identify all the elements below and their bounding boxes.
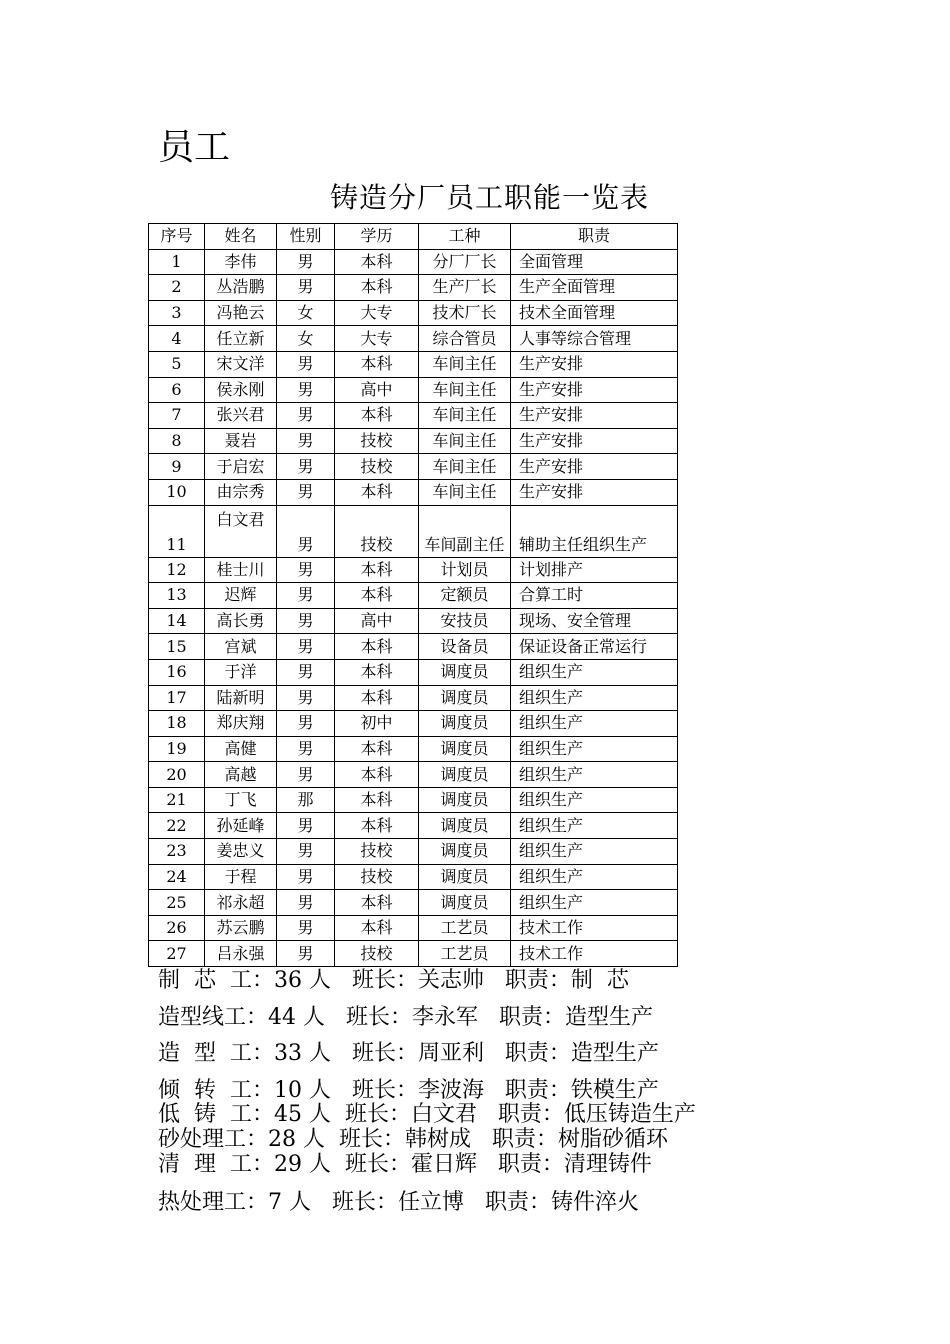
cell-job-type: 计划员 xyxy=(419,557,511,583)
table-row xyxy=(149,377,678,403)
cell-name: 桂士川 xyxy=(205,557,277,583)
cell-gender: 男 xyxy=(277,813,335,839)
cell-job-type: 车间主任 xyxy=(419,479,511,505)
table-row xyxy=(149,711,678,737)
cell-index: 13 xyxy=(149,583,205,609)
cell-index: 8 xyxy=(149,428,205,454)
cell-gender: 男 xyxy=(277,762,335,788)
cell-gender: 男 xyxy=(277,249,335,275)
cell-job-type: 车间主任 xyxy=(419,403,511,429)
cell-gender: 男 xyxy=(277,275,335,301)
cell-index: 21 xyxy=(149,787,205,813)
cell-education: 本科 xyxy=(335,249,419,275)
cell-index: 15 xyxy=(149,634,205,660)
cell-duty: 生产安排 xyxy=(511,377,678,403)
header-duty: 职责 xyxy=(511,224,678,250)
cell-name: 苏云鹏 xyxy=(205,915,277,941)
cell-education: 高中 xyxy=(335,608,419,634)
team-line: 造 型 工：33 人 班长：周亚利 职责：造型生产 xyxy=(158,1041,659,1066)
cell-job-type: 工艺员 xyxy=(419,915,511,941)
cell-gender: 女 xyxy=(277,326,335,352)
cell-gender: 男 xyxy=(277,583,335,609)
cell-index: 17 xyxy=(149,685,205,711)
cell-name: 高长勇 xyxy=(205,608,277,634)
cell-gender: 男 xyxy=(277,479,335,505)
cell-duty: 组织生产 xyxy=(511,762,678,788)
cell-job-type: 技术厂长 xyxy=(419,300,511,326)
team-line: 造型线工：44 人 班长：李永军 职责：造型生产 xyxy=(158,1005,653,1030)
cell-duty: 技术工作 xyxy=(511,941,678,967)
cell-education: 技校 xyxy=(335,941,419,967)
cell-duty: 人事等综合管理 xyxy=(511,326,678,352)
cell-duty: 组织生产 xyxy=(511,685,678,711)
table-header-row xyxy=(149,224,678,250)
cell-index: 3 xyxy=(149,300,205,326)
table-row xyxy=(149,915,678,941)
cell-duty: 组织生产 xyxy=(511,787,678,813)
cell-duty: 生产安排 xyxy=(511,454,678,480)
table-row xyxy=(149,505,678,557)
cell-education: 本科 xyxy=(335,762,419,788)
cell-gender: 男 xyxy=(277,557,335,583)
cell-gender: 男 xyxy=(277,403,335,429)
table-row xyxy=(149,608,678,634)
cell-name: 宫斌 xyxy=(205,634,277,660)
cell-duty: 组织生产 xyxy=(511,659,678,685)
table-row xyxy=(149,762,678,788)
cell-duty: 生产安排 xyxy=(511,428,678,454)
table-row xyxy=(149,839,678,865)
page-heading: 员工 xyxy=(158,127,231,168)
cell-gender: 男 xyxy=(277,711,335,737)
cell-education: 高中 xyxy=(335,377,419,403)
cell-name: 于程 xyxy=(205,864,277,890)
cell-education: 技校 xyxy=(335,428,419,454)
cell-gender: 男 xyxy=(277,351,335,377)
table-row xyxy=(149,890,678,916)
cell-name: 孙延峰 xyxy=(205,813,277,839)
cell-job-type: 调度员 xyxy=(419,890,511,916)
cell-index: 9 xyxy=(149,454,205,480)
cell-gender: 男 xyxy=(277,454,335,480)
cell-job-type: 综合管员 xyxy=(419,326,511,352)
cell-duty: 生产安排 xyxy=(511,479,678,505)
cell-duty: 生产全面管理 xyxy=(511,275,678,301)
cell-education: 本科 xyxy=(335,685,419,711)
cell-education: 本科 xyxy=(335,787,419,813)
cell-job-type: 车间副主任 xyxy=(419,505,511,557)
cell-name: 聂岩 xyxy=(205,428,277,454)
cell-index: 27 xyxy=(149,941,205,967)
cell-duty: 生产安排 xyxy=(511,403,678,429)
cell-name: 宋文洋 xyxy=(205,351,277,377)
cell-job-type: 安技员 xyxy=(419,608,511,634)
cell-index: 7 xyxy=(149,403,205,429)
cell-name: 陆新明 xyxy=(205,685,277,711)
cell-job-type: 调度员 xyxy=(419,839,511,865)
team-line: 制 芯 工：36 人 班长：关志帅 职责：制 芯 xyxy=(158,968,629,993)
table-row xyxy=(149,351,678,377)
cell-name: 祁永超 xyxy=(205,890,277,916)
cell-gender: 男 xyxy=(277,608,335,634)
cell-index: 12 xyxy=(149,557,205,583)
cell-duty: 技术工作 xyxy=(511,915,678,941)
cell-duty: 生产安排 xyxy=(511,351,678,377)
cell-job-type: 调度员 xyxy=(419,659,511,685)
cell-job-type: 调度员 xyxy=(419,711,511,737)
cell-index: 20 xyxy=(149,762,205,788)
cell-education: 大专 xyxy=(335,326,419,352)
cell-index: 22 xyxy=(149,813,205,839)
cell-gender: 女 xyxy=(277,300,335,326)
cell-gender: 男 xyxy=(277,685,335,711)
cell-name: 迟辉 xyxy=(205,583,277,609)
cell-job-type: 设备员 xyxy=(419,634,511,660)
cell-job-type: 分厂厂长 xyxy=(419,249,511,275)
header-name: 姓名 xyxy=(205,224,277,250)
cell-index: 6 xyxy=(149,377,205,403)
team-line: 倾 转 工：10 人 班长：李波海 职责：铁模生产 xyxy=(158,1078,659,1103)
cell-index: 4 xyxy=(149,326,205,352)
cell-gender: 男 xyxy=(277,890,335,916)
header-index: 序号 xyxy=(149,224,205,250)
cell-job-type: 调度员 xyxy=(419,864,511,890)
cell-education: 本科 xyxy=(335,351,419,377)
cell-gender: 男 xyxy=(277,941,335,967)
table-row xyxy=(149,941,678,967)
cell-gender: 男 xyxy=(277,659,335,685)
table-row xyxy=(149,249,678,275)
cell-name: 由宗秀 xyxy=(205,479,277,505)
cell-duty: 组织生产 xyxy=(511,711,678,737)
table-row xyxy=(149,403,678,429)
cell-job-type: 调度员 xyxy=(419,787,511,813)
cell-education: 本科 xyxy=(335,479,419,505)
cell-job-type: 定额员 xyxy=(419,583,511,609)
cell-duty: 组织生产 xyxy=(511,890,678,916)
table-row xyxy=(149,326,678,352)
cell-gender: 男 xyxy=(277,377,335,403)
cell-index: 24 xyxy=(149,864,205,890)
table-row xyxy=(149,864,678,890)
cell-job-type: 调度员 xyxy=(419,736,511,762)
table-row xyxy=(149,813,678,839)
table-row xyxy=(149,479,678,505)
cell-index: 2 xyxy=(149,275,205,301)
cell-education: 本科 xyxy=(335,813,419,839)
cell-gender: 男 xyxy=(277,839,335,865)
cell-job-type: 调度员 xyxy=(419,685,511,711)
header-education: 学历 xyxy=(335,224,419,250)
cell-gender: 男 xyxy=(277,736,335,762)
table-row xyxy=(149,300,678,326)
cell-gender: 那 xyxy=(277,787,335,813)
cell-education: 技校 xyxy=(335,505,419,557)
table-row xyxy=(149,787,678,813)
cell-name: 丁飞 xyxy=(205,787,277,813)
table-row xyxy=(149,275,678,301)
cell-index: 23 xyxy=(149,839,205,865)
cell-education: 本科 xyxy=(335,659,419,685)
cell-education: 本科 xyxy=(335,915,419,941)
header-job-type: 工种 xyxy=(419,224,511,250)
cell-job-type: 生产厂长 xyxy=(419,275,511,301)
cell-job-type: 调度员 xyxy=(419,813,511,839)
cell-duty: 保证设备正常运行 xyxy=(511,634,678,660)
cell-gender: 男 xyxy=(277,634,335,660)
cell-index: 10 xyxy=(149,479,205,505)
cell-education: 本科 xyxy=(335,634,419,660)
cell-name: 姜忠义 xyxy=(205,839,277,865)
cell-name: 侯永刚 xyxy=(205,377,277,403)
table-row xyxy=(149,659,678,685)
cell-gender: 男 xyxy=(277,915,335,941)
cell-index: 25 xyxy=(149,890,205,916)
cell-duty: 全面管理 xyxy=(511,249,678,275)
cell-name: 高越 xyxy=(205,762,277,788)
cell-name: 于洋 xyxy=(205,659,277,685)
cell-name: 冯艳云 xyxy=(205,300,277,326)
cell-education: 本科 xyxy=(335,275,419,301)
table-row xyxy=(149,454,678,480)
cell-gender: 男 xyxy=(277,428,335,454)
cell-gender: 男 xyxy=(277,505,335,557)
cell-education: 技校 xyxy=(335,864,419,890)
cell-education: 大专 xyxy=(335,300,419,326)
header-gender: 性别 xyxy=(277,224,335,250)
cell-index: 11 xyxy=(149,505,205,557)
cell-education: 本科 xyxy=(335,583,419,609)
cell-name: 郑庆翔 xyxy=(205,711,277,737)
cell-index: 14 xyxy=(149,608,205,634)
table-row xyxy=(149,583,678,609)
cell-index: 1 xyxy=(149,249,205,275)
cell-index: 5 xyxy=(149,351,205,377)
cell-duty: 合算工时 xyxy=(511,583,678,609)
cell-name: 高健 xyxy=(205,736,277,762)
cell-education: 初中 xyxy=(335,711,419,737)
cell-duty: 技术全面管理 xyxy=(511,300,678,326)
cell-job-type: 车间主任 xyxy=(419,454,511,480)
cell-education: 本科 xyxy=(335,736,419,762)
table-title: 铸造分厂员工职能一览表 xyxy=(330,181,650,214)
cell-duty: 组织生产 xyxy=(511,839,678,865)
cell-name: 吕永强 xyxy=(205,941,277,967)
cell-name: 任立新 xyxy=(205,326,277,352)
cell-index: 16 xyxy=(149,659,205,685)
cell-job-type: 车间主任 xyxy=(419,377,511,403)
cell-job-type: 车间主任 xyxy=(419,428,511,454)
team-line: 清 理 工：29 人 班长：霍日辉 职责：清理铸件 xyxy=(158,1152,652,1177)
cell-index: 18 xyxy=(149,711,205,737)
cell-education: 本科 xyxy=(335,403,419,429)
table-row xyxy=(149,428,678,454)
cell-duty: 组织生产 xyxy=(511,813,678,839)
cell-job-type: 调度员 xyxy=(419,762,511,788)
cell-index: 19 xyxy=(149,736,205,762)
staff-table xyxy=(148,223,678,967)
cell-name: 丛浩鹏 xyxy=(205,275,277,301)
cell-duty: 辅助主任组织生产 xyxy=(511,505,678,557)
cell-name: 张兴君 xyxy=(205,403,277,429)
team-line: 低 铸 工：45 人 班长：白文君 职责：低压铸造生产 xyxy=(158,1102,696,1127)
cell-name: 于启宏 xyxy=(205,454,277,480)
table-row xyxy=(149,557,678,583)
table-row xyxy=(149,634,678,660)
cell-duty: 计划排产 xyxy=(511,557,678,583)
cell-index: 26 xyxy=(149,915,205,941)
cell-duty: 组织生产 xyxy=(511,736,678,762)
cell-education: 本科 xyxy=(335,890,419,916)
cell-duty: 组织生产 xyxy=(511,864,678,890)
cell-duty: 现场、安全管理 xyxy=(511,608,678,634)
cell-education: 技校 xyxy=(335,454,419,480)
cell-name: 白文君 xyxy=(205,505,277,557)
team-line: 砂处理工：28 人 班长：韩树成 职责：树脂砂循环 xyxy=(158,1127,668,1152)
cell-job-type: 工艺员 xyxy=(419,941,511,967)
cell-gender: 男 xyxy=(277,864,335,890)
cell-education: 本科 xyxy=(335,557,419,583)
cell-job-type: 车间主任 xyxy=(419,351,511,377)
cell-name: 李伟 xyxy=(205,249,277,275)
team-line: 热处理工：7 人 班长：任立博 职责：铸件淬火 xyxy=(158,1190,639,1215)
table-row xyxy=(149,736,678,762)
cell-education: 技校 xyxy=(335,839,419,865)
table-row xyxy=(149,685,678,711)
